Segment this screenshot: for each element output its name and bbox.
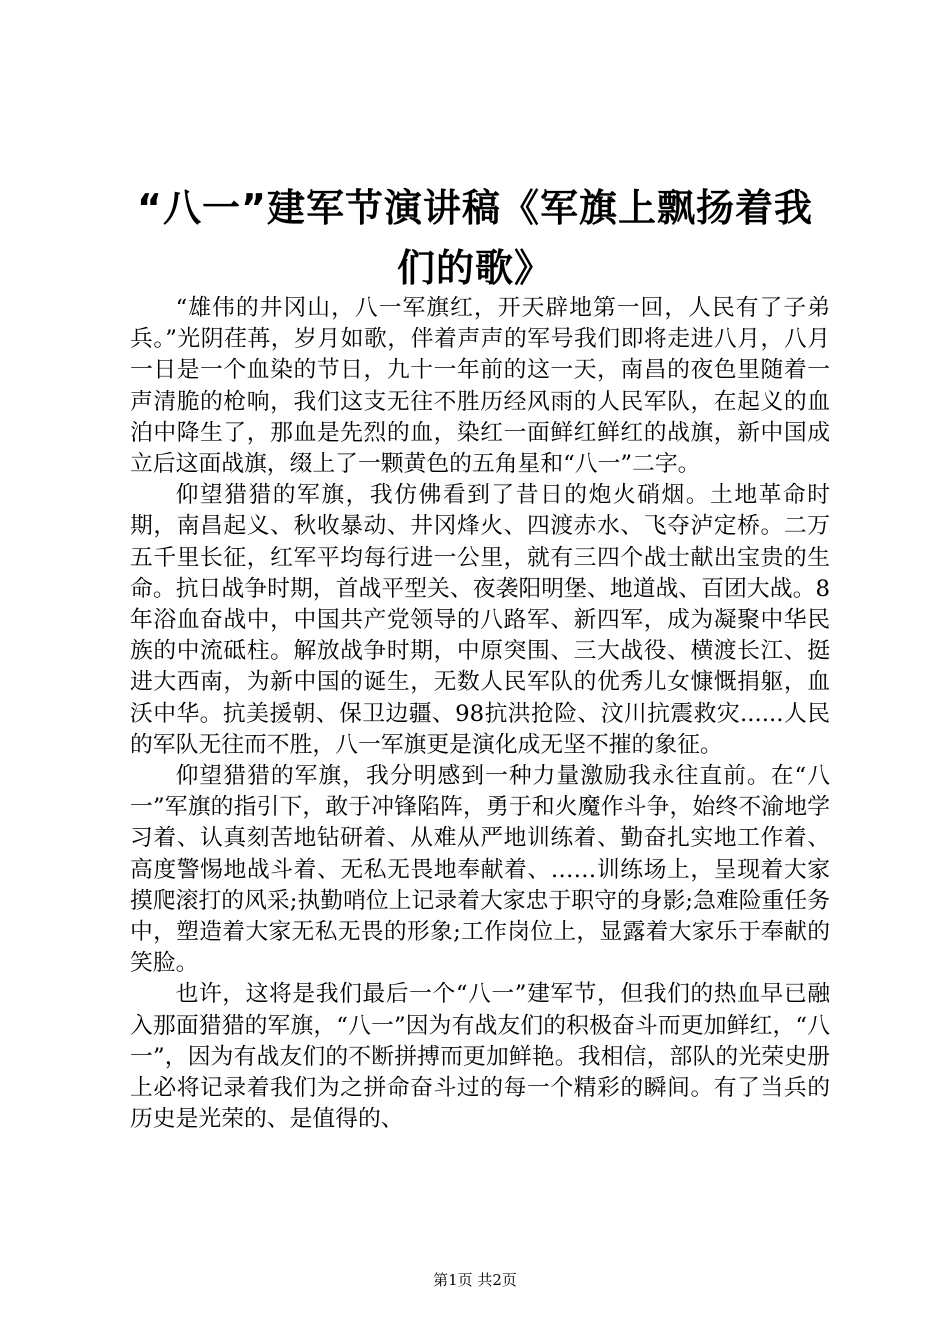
page-number-footer: 第1页 共2页 <box>433 1271 517 1289</box>
paragraph: 仰望猎猎的军旗，我仿佛看到了昔日的炮火硝烟。土地革命时期，南昌起义、秋收暴动、井冈烽火、四渡赤水、飞夺泸定桥。二万五千里长征，红军平均每行进一公里，就有三四个战士献出宝贵的生命。抗日战争时期，首战平型关、夜袭阳明堡、地道战、百团大战。8年浴血奋战中，中国共产党领导的八路军、新四军，成为凝聚中华民族的中流砥柱。解放战争时期，中原突围、三大战役、横渡长江、挺进大西南，为新中国的诞生，无数人民军队的优秀儿女慷慨捐躯，血沃中华。抗美援朝、保卫边疆、98抗洪抢险、汶川抗震救灾......人民的军队无往而不胜，八一军旗更是演化成无坚不摧的象征。 <box>130 482 830 758</box>
document-title: “八一”建军节演讲稿《军旗上飘扬着我们的歌》 <box>137 186 813 290</box>
paragraph: 也许，这将是我们最后一个“八一”建军节，但我们的热血早已融入那面猎猎的军旗，“八一”因为有战友们的积极奋斗而更加鲜红，“八一”，因为有战友们的不断拼搏而更加鲜艳。我相信，部队的光荣史册上必将记录着我们为之拼命奋斗过的每一个精彩的瞬间。有了当兵的历史是光荣的、是值得的、 <box>130 981 830 1133</box>
paragraph: “雄伟的井冈山，八一军旗红，开天辟地第一回，人民有了子弟兵。”光阴荏苒，岁月如歌，伴着声声的军号我们即将走进八月，八月一日是一个血染的节日，九十一年前的这一天，南昌的夜色里随着一声清脆的枪响，我们这支无往不胜历经风雨的人民军队，在起义的血泊中降生了，那血是先烈的血，染红一面鲜红鲜红的战旗，新中国成立后这面战旗，缀上了一颗黄色的五角星和“八一”二字。 <box>130 295 830 478</box>
paragraph: 仰望猎猎的军旗，我分明感到一种力量激励我永往直前。在“八一”军旗的指引下，敢于冲锋陷阵，勇于和火魔作斗争，始终不渝地学习着、认真刻苦地钻研着、从难从严地训练着、勤奋扎实地工作着、高度警惕地战斗着、无私无畏地奉献着、……训练场上，呈现着大家摸爬滚打的风采;执勤哨位上记录着大家忠于职守的身影;急难险重任务中，塑造着大家无私无畏的形象;工作岗位上，显露着大家乐于奉献的笑脸。 <box>130 763 830 977</box>
document-body <box>130 293 830 1135</box>
